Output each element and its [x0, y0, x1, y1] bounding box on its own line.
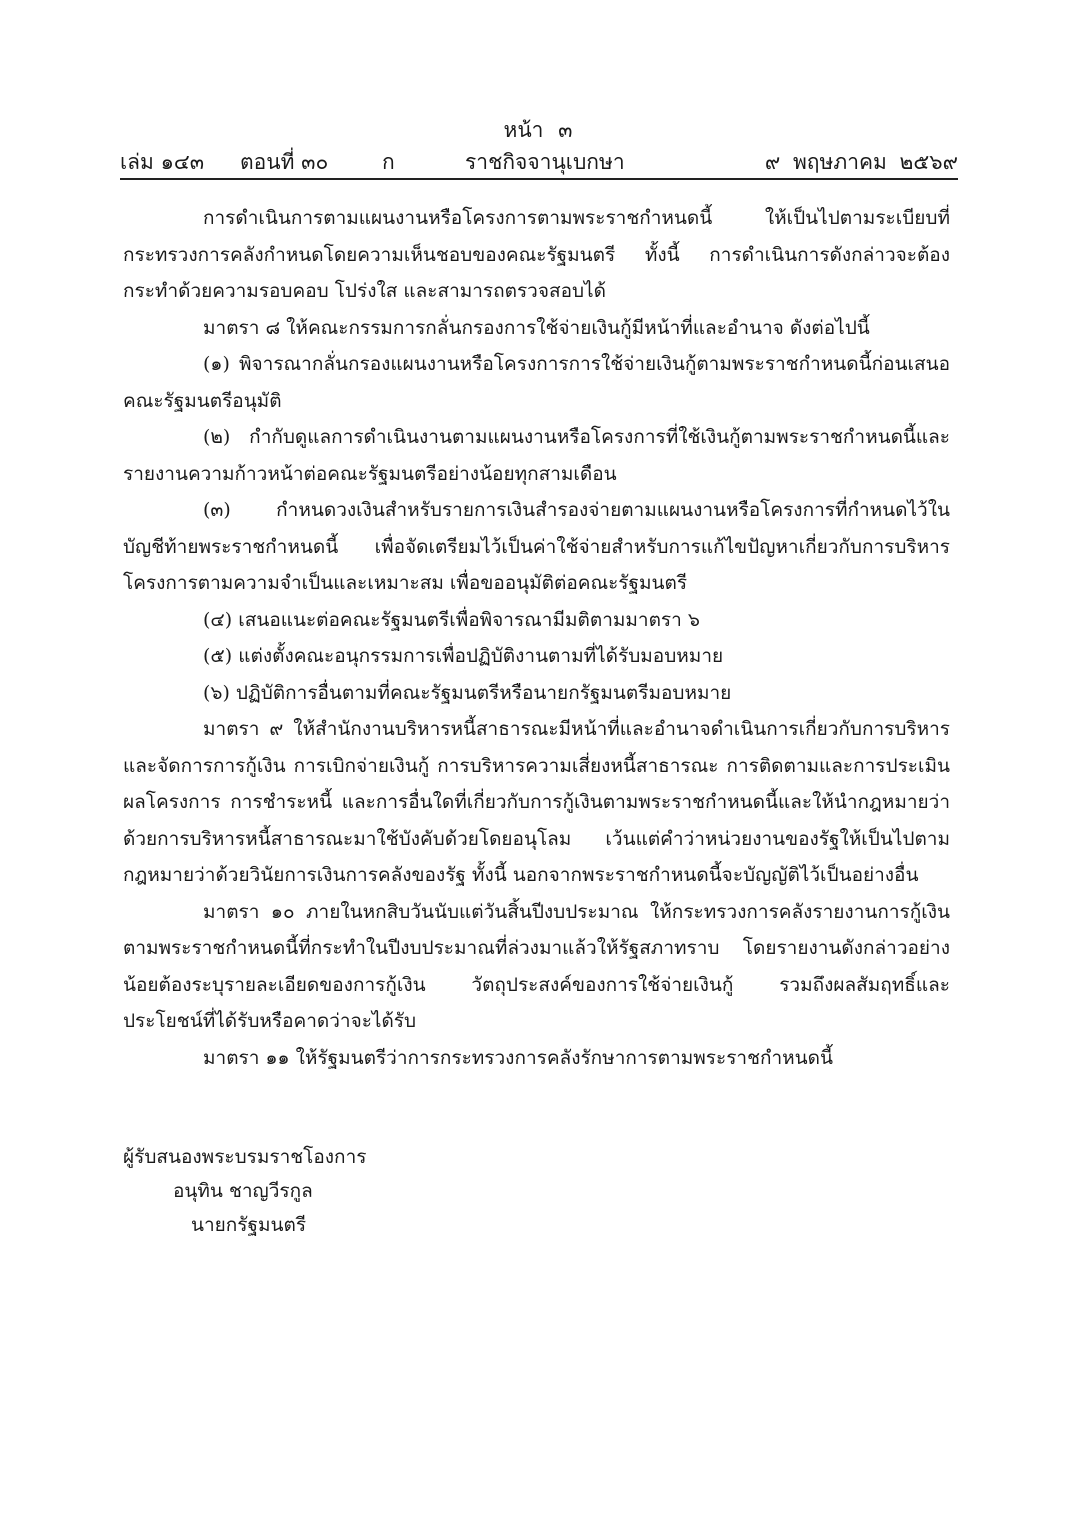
countersign-label: ผู้รับสนองพระบรมราชโองการ	[123, 1146, 367, 1168]
section-number: ตอนที่ ๓๐	[240, 150, 329, 174]
section-8-item-5: (๕) แต่งตั้งคณะอนุกรรมการเพื่อปฏิบัติงานตามที่ได้รับมอบหมาย	[203, 645, 724, 667]
section-8-item-1: (๑) พิจารณากลั่นกรองแผนงานหรือโครงการการใช้จ่ายเงินกู้ตามพระราชกำหนดนี้ก่อนเสนอคณะรัฐมนตรีอนุมัติ	[123, 353, 950, 412]
header-divider	[120, 178, 958, 180]
section-8-item-3: (๓) กำหนดวงเงินสำหรับรายการเงินสำรองจ่ายตามแผนงานหรือโครงการที่กำหนดไว้ในบัญชีท้ายพระราชกำหนดนี้ เพื่อจัดเตรียมไว้เป็นค่าใช้จ่ายสำหรับการแก้ไขปัญหาเกี่ยวกับการบริหารโครงการตามความจำเป็นและเหมาะสม เพื่อขออนุมัติต่อคณะรัฐมนตรี	[123, 499, 950, 594]
section-8-item-6: (๖) ปฏิบัติการอื่นตามที่คณะรัฐมนตรีหรือนายกรัฐมนตรีมอบหมาย	[203, 681, 732, 704]
signature-block	[123, 1140, 366, 1242]
document-body	[123, 200, 950, 1076]
section-8: มาตรา ๘ ให้คณะกรรมการกลั่นกรองการใช้จ่ายเงินกู้มีหน้าที่และอำนาจ ดังต่อไปนี้	[203, 316, 870, 339]
gazette-name: ราชกิจจานุเบกษา	[465, 150, 625, 174]
page-number: หน้า ๓	[503, 118, 573, 142]
section-8-item-2: (๒) กำกับดูแลการดำเนินงานตามแผนงานหรือโครงการที่ใช้เงินกู้ตามพระราชกำหนดนี้และรายงานความก้าวหน้าต่อคณะรัฐมนตรีอย่างน้อยทุกสามเดือน	[123, 426, 950, 485]
volume-number: เล่ม ๑๔๓	[120, 150, 205, 174]
gazette-header	[120, 146, 958, 178]
section-10: มาตรา ๑๐ ภายในหกสิบวันนับแต่วันสิ้นปีงบประมาณ ให้กระทรวงการคลังรายงานการกู้เงินตามพระราชกำหนดนี้ที่กระทำในปีงบประมาณที่ล่วงมาแล้วให้รัฐสภาทราบ โดยรายงานดังกล่าวอย่างน้อยต้องระบุรายละเอียดของการกู้เงิน วัตถุประสงค์ของการใช้จ่ายเงินกู้ รวมถึงผลสัมฤทธิ์และประโยชน์ที่ได้รับหรือคาดว่าจะได้รับ	[123, 900, 950, 1032]
signatory-title: นายกรัฐมนตรี	[191, 1214, 307, 1236]
section-9: มาตรา ๙ ให้สำนักงานบริหารหนี้สาธารณะมีหน้าที่และอำนาจดำเนินการเกี่ยวกับการบริหารและจัดการการกู้เงิน การเบิกจ่ายเงินกู้ การบริหารความเสี่ยงหนี้สาธารณะ การติดตามและการประเมินผลโครงการ การชำระหนี้ และการอื่นใดที่เกี่ยวกับการกู้เงินตามพระราชกำหนดนี้และให้นำกฎหมายว่าด้วยการบริหารหนี้สาธารณะมาใช้บังคับด้วยโดยอนุโลม เว้นแต่คำว่าหน่วยงานของรัฐให้เป็นไปตามกฎหมายว่าด้วยวินัยการเงินการคลังของรัฐ ทั้งนี้ นอกจากพระราชกำหนดนี้จะบัญญัติไว้เป็นอย่างอื่น	[123, 718, 950, 886]
section-letter: ก	[382, 150, 395, 174]
paragraph-implementation: การดำเนินการตามแผนงานหรือโครงการตามพระราชกำหนดนี้ ให้เป็นไปตามระเบียบที่กระทรวงการคลังกำหนดโดยความเห็นชอบของคณะรัฐมนตรี ทั้งนี้ การดำเนินการดังกล่าวจะต้องกระทำด้วยความรอบคอบ โปร่งใส และสามารถตรวจสอบได้	[123, 207, 950, 302]
section-11: มาตรา ๑๑ ให้รัฐมนตรีว่าการกระทรวงการคลังรักษาการตามพระราชกำหนดนี้	[203, 1046, 833, 1069]
section-8-item-4: (๔) เสนอแนะต่อคณะรัฐมนตรีเพื่อพิจารณามีมติตามมาตรา ๖	[203, 608, 700, 631]
signatory-name: อนุทิน ชาญวีรกูล	[173, 1180, 313, 1202]
publication-date: ๙ พฤษภาคม ๒๕๖๙	[764, 150, 958, 174]
